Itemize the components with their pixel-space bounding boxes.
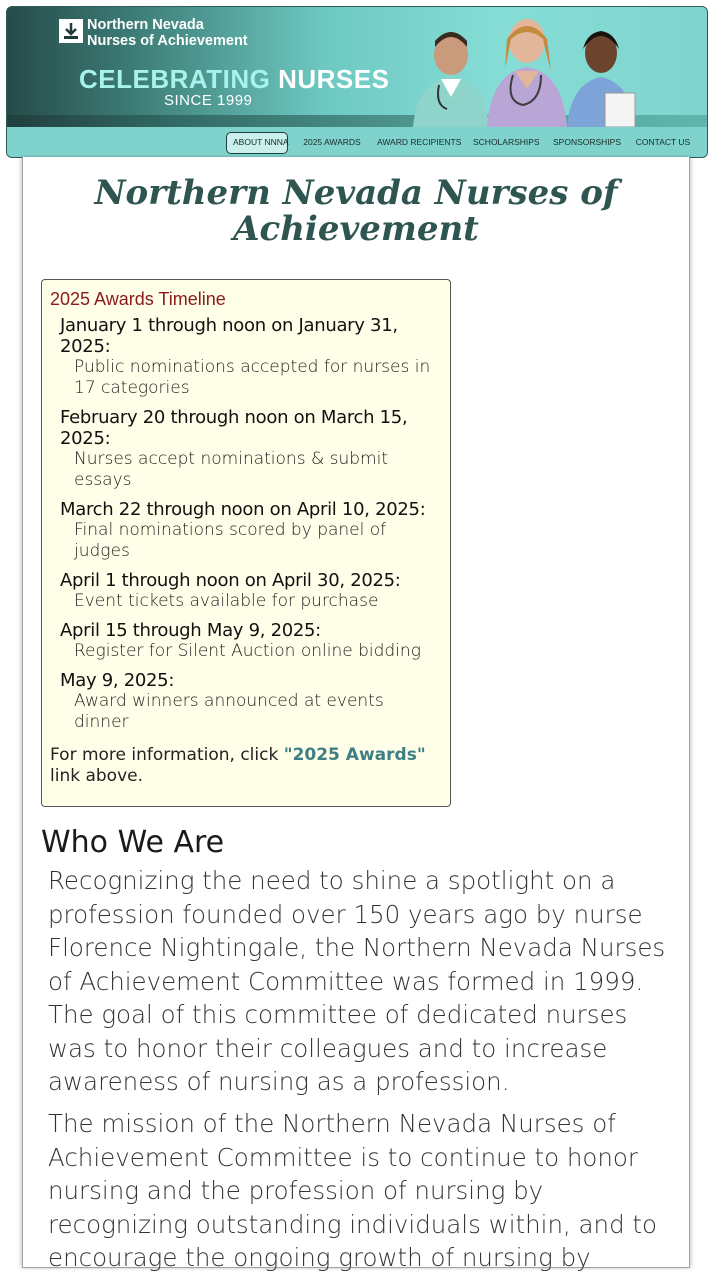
since-year: SINCE 1999: [164, 92, 253, 109]
tagline-celebrating: CELEBRATING: [79, 64, 271, 94]
timeline-desc: Final nominations scored by panel of judges: [74, 520, 387, 561]
timeline-desc: Nurses accept nominations & submit essays: [74, 449, 388, 490]
timeline-desc: Event tickets available for purchase: [74, 591, 379, 611]
timeline-item: [60, 570, 442, 612]
nav-scholarships[interactable]: SCHOLARSHIPS: [473, 137, 540, 147]
timeline-desc: Register for Silent Auction online bidding: [74, 641, 421, 661]
logo-icon[interactable]: [59, 19, 83, 43]
main-nav: [7, 127, 707, 157]
nurses-photo: [395, 9, 655, 127]
about-paragraph: Recognizing the need to shine a spotlight on a profession founded over 150 years ago by nurse Florence Nightingale, the Northern Nevada Nurses of Achievement Committee was formed in 1999. The goal of this committee of dedicated nurses was to honor their colleagues and to increase awareness of nursing as a profession.: [48, 866, 666, 1096]
timeline-item: [60, 315, 442, 399]
awards-timeline-box: [41, 279, 451, 807]
timeline-footer-post: link above.: [50, 766, 144, 786]
timeline-title: 2025 Awards Timeline: [50, 289, 226, 309]
timeline-footer-pre: For more information, click: [50, 745, 284, 765]
org-name[interactable]: Northern Nevada Nurses of Achievement: [87, 17, 248, 49]
nav-about-nnna[interactable]: ABOUT NNNA: [226, 132, 288, 154]
nav-contact-us[interactable]: CONTACT US: [635, 137, 691, 147]
timeline-item: [60, 407, 442, 491]
awards-link[interactable]: "2025 Awards": [283, 745, 426, 765]
timeline-item: [60, 670, 442, 733]
timeline-footer: [50, 745, 442, 787]
timeline-date: March 22 through noon on April 10, 2025:: [60, 499, 426, 520]
main-content: [22, 157, 690, 1272]
timeline-desc: Public nominations accepted for nurses in 17 categories: [74, 357, 431, 398]
page-title: Northern Nevada Nurses of Achievement: [94, 173, 618, 249]
tagline-nurses: NURSES: [278, 64, 390, 94]
timeline-date: April 15 through May 9, 2025:: [60, 620, 321, 641]
nav-award-recipients[interactable]: AWARD RECIPIENTS: [377, 137, 462, 147]
nav-2025-awards[interactable]: 2025 AWARDS: [303, 137, 361, 147]
timeline-date: April 1 through noon on April 30, 2025:: [60, 570, 401, 591]
timeline-desc: Award winners announced at events dinner: [74, 691, 384, 732]
site-header: [6, 6, 708, 158]
timeline-date: February 20 through noon on March 15, 2025:: [60, 407, 408, 449]
who-we-are-heading: Who We Are: [41, 825, 225, 860]
timeline-date: May 9, 2025:: [60, 670, 175, 691]
nav-sponsorships[interactable]: SPONSORSHIPS: [553, 137, 622, 147]
timeline-date: January 1 through noon on January 31, 2025:: [60, 315, 398, 357]
mission-paragraph: The mission of the Northern Nevada Nurses of Achievement Committee is to continue to honor nursing and the profession of nursing by recognizing outstanding individuals within, and to encourage the ongoing growth of nursing by: [48, 1109, 658, 1272]
timeline-item: [60, 620, 442, 662]
tagline: [79, 64, 390, 94]
timeline-item: [60, 499, 442, 562]
